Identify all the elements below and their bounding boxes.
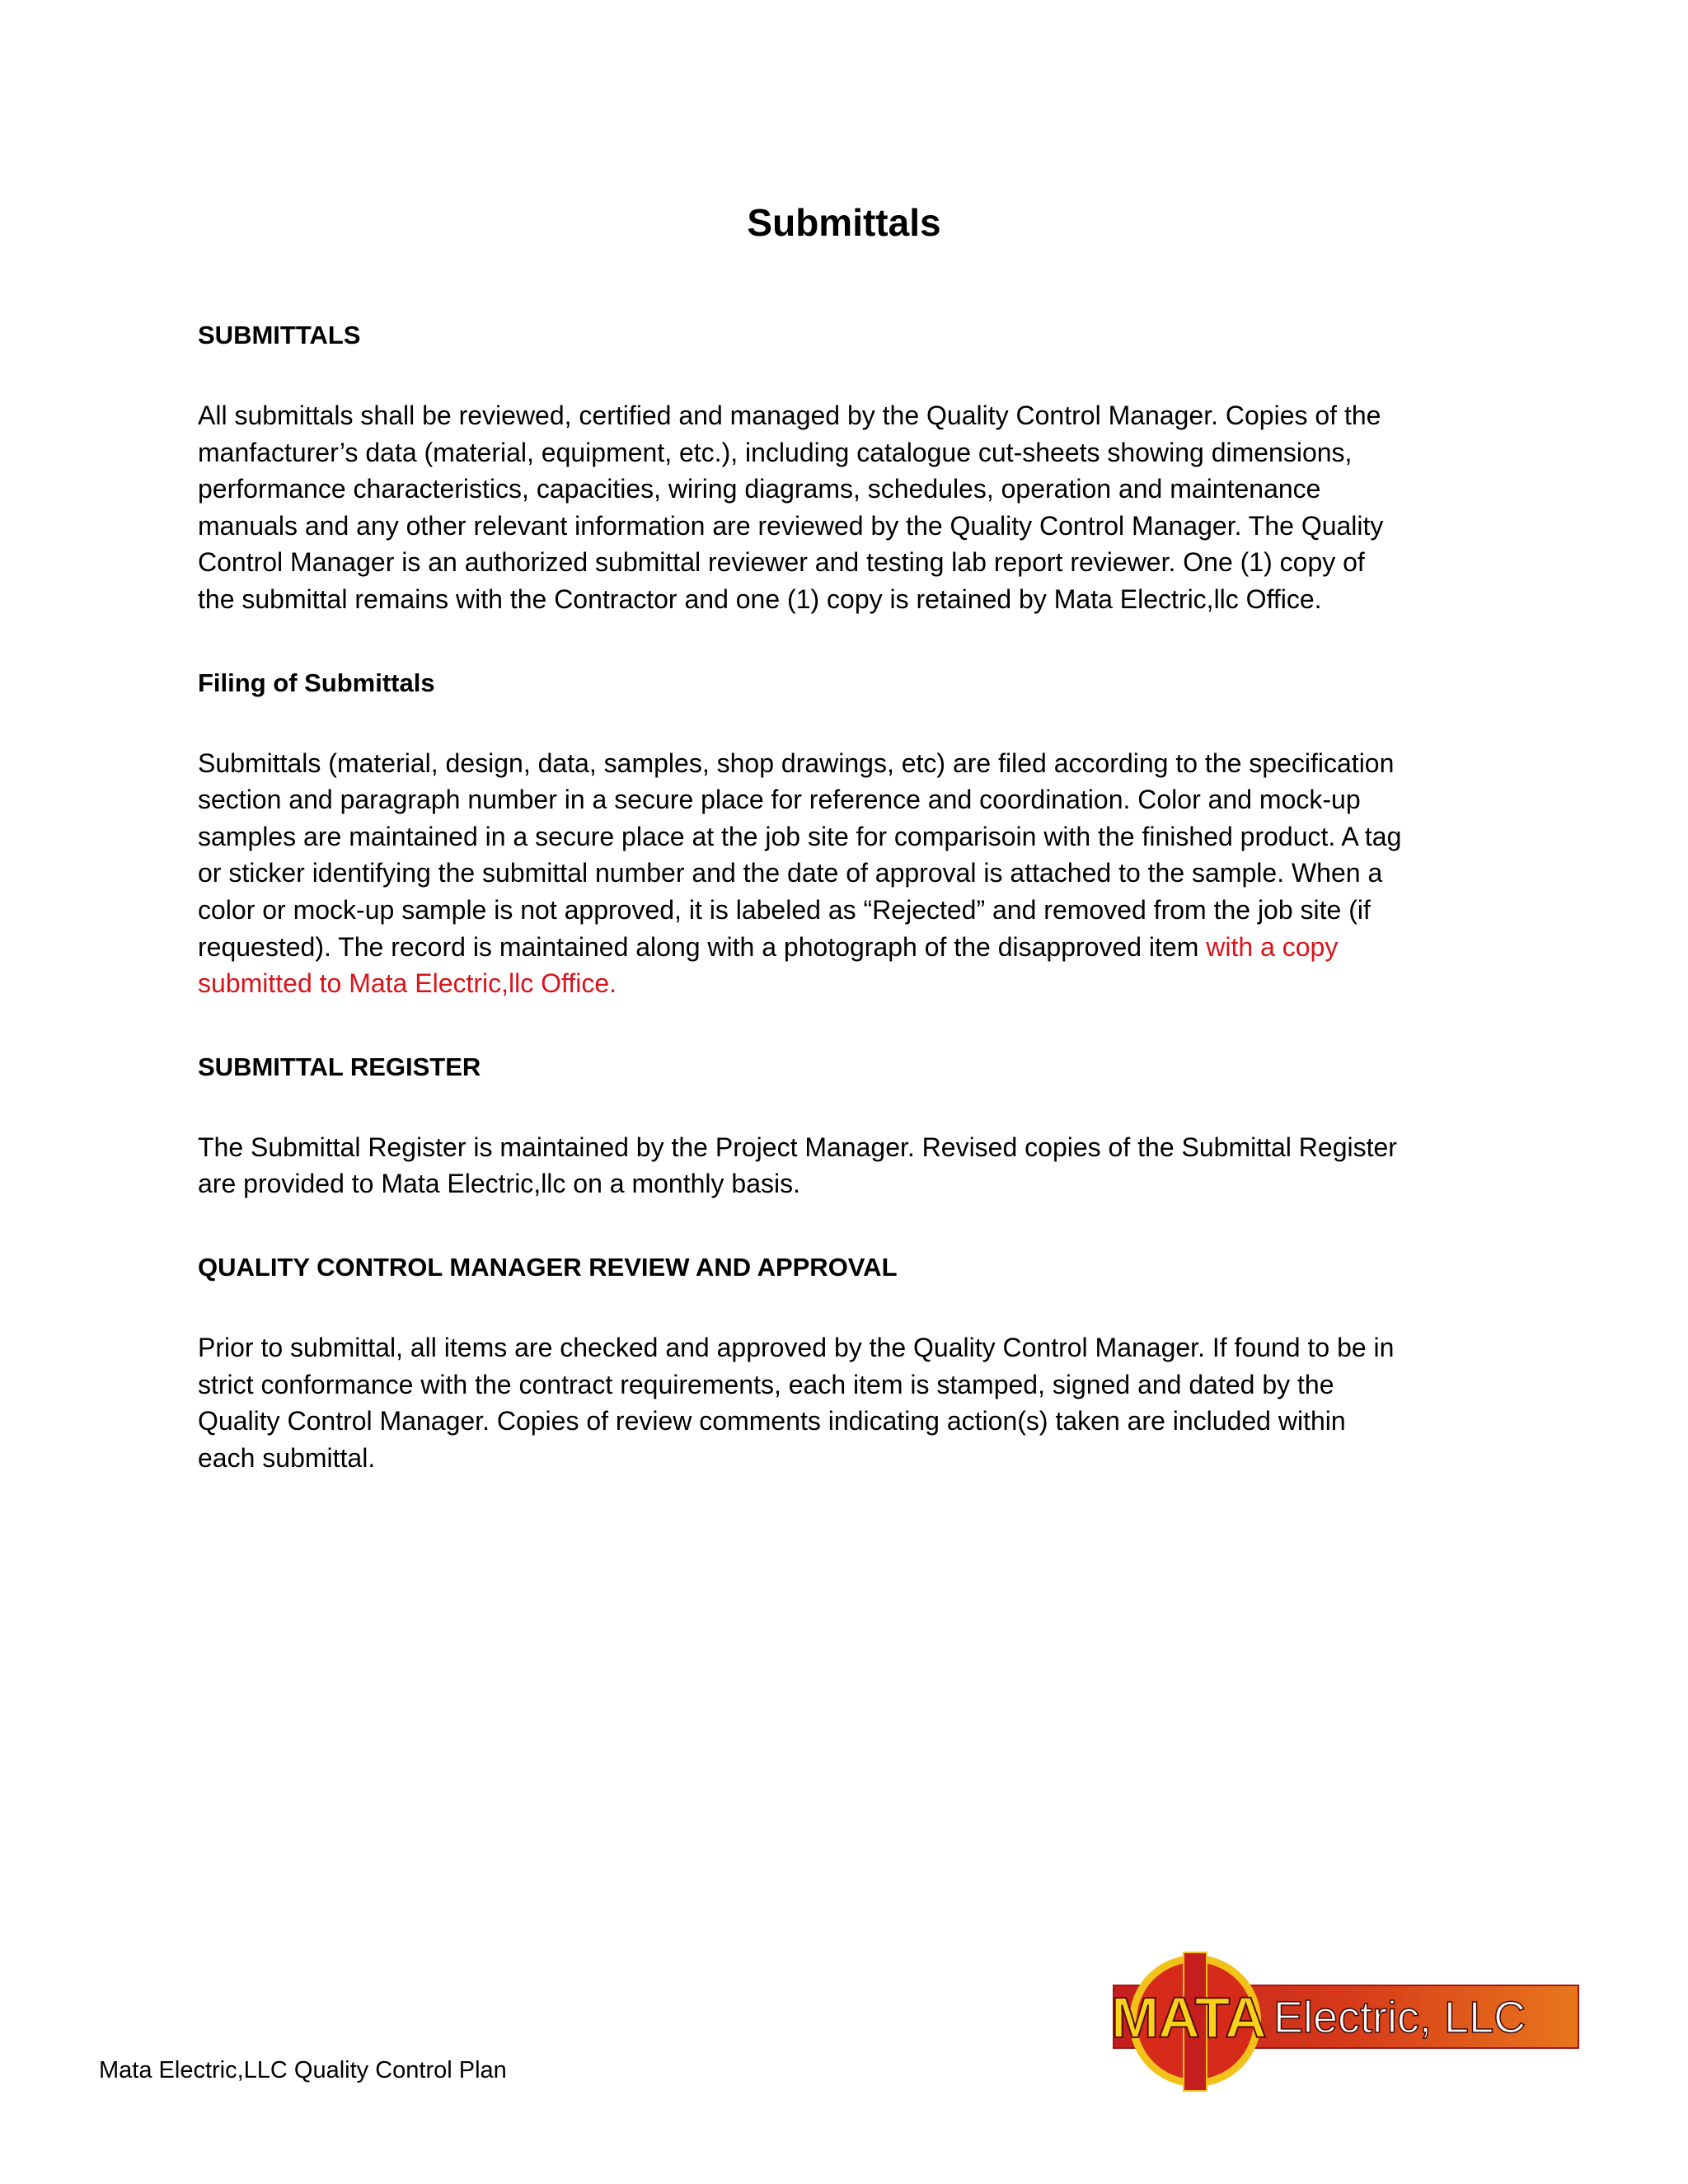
paragraph-line: color or mock-up sample is not approved, it is labeled as “Rejected” and removed from the job site (if	[198, 894, 1371, 925]
paragraph-line: or sticker identifying the submittal number and the date of approval is attached to the sample. When a	[198, 858, 1383, 888]
paragraph-line: section and paragraph number in a secure place for reference and coordination. Color and mock-up	[198, 785, 1361, 815]
page-footer: Mata Electric,LLC Quality Control Plan	[99, 2057, 507, 2083]
paragraph-filing	[198, 745, 1500, 1002]
paragraph-submittals	[198, 397, 1500, 618]
paragraph-line: the submittal remains with the Contractor and one (1) copy is retained by Mata Electric,llc Office.	[198, 583, 1322, 614]
paragraph-line: All submittals shall be reviewed, certified and managed by the Quality Control Manager. Copies of the	[198, 401, 1381, 430]
logo-company-text: Electric, LLC	[1273, 1993, 1526, 2042]
highlighted-line: submitted to Mata Electric,llc Office.	[198, 968, 617, 999]
paragraph-line: Prior to submittal, all items are checked and approved by the Quality Control Manager. If found to be in	[198, 1332, 1395, 1362]
paragraph-line: The Submittal Register is maintained by the Project Manager. Revised copies of the Submittal Register	[198, 1132, 1397, 1162]
paragraph-line: Quality Control Manager. Copies of review comments indicating action(s) taken are included within	[198, 1406, 1346, 1436]
paragraph-line: strict conformance with the contract requirements, each item is stamped, signed and dated by the	[198, 1369, 1334, 1399]
section-heading-register: SUBMITTAL REGISTER	[198, 1052, 481, 1081]
highlighted-text: with a copy	[1206, 931, 1339, 962]
document-body	[198, 317, 1500, 1476]
paragraph-line: performance characteristics, capacities, wiring diagrams, schedules, operation and maintenance	[198, 474, 1321, 504]
company-logo	[1104, 1952, 1582, 2092]
paragraph-qcm-review	[198, 1329, 1500, 1476]
paragraph-line: each submittal.	[198, 1442, 376, 1473]
page-title: Submittals	[747, 201, 941, 244]
paragraph-line: Submittals (material, design, data, samples, shop drawings, etc) are filed according to the specification	[198, 748, 1395, 778]
paragraph-line: Control Manager is an authorized submittal reviewer and testing lab report reviewer. One (1) copy of	[198, 547, 1365, 578]
paragraph-line-text: requested). The record is maintained along with a photograph of the disapproved item	[198, 931, 1207, 962]
paragraph-register	[198, 1129, 1500, 1202]
paragraph-line: samples are maintained in a secure place at the job site for comparisoin with the finished product. A tag	[198, 821, 1402, 851]
paragraph-line: are provided to Mata Electric,llc on a monthly basis.	[198, 1169, 800, 1199]
paragraph-line: manfacturer’s data (material, equipment, etc.), including catalogue cut-sheets showing dimensions,	[198, 437, 1353, 467]
section-heading-qcm-review: QUALITY CONTROL MANAGER REVIEW AND APPROVAL	[198, 1252, 898, 1282]
paragraph-line: manuals and any other relevant information are reviewed by the Quality Control Manager. The Quality	[198, 510, 1384, 541]
section-heading-filing: Filing of Submittals	[198, 668, 435, 697]
section-heading-submittals: SUBMITTALS	[198, 321, 361, 349]
paragraph-line-mixed	[198, 929, 1500, 966]
logo-mark-text: MATA	[1111, 1985, 1266, 2050]
